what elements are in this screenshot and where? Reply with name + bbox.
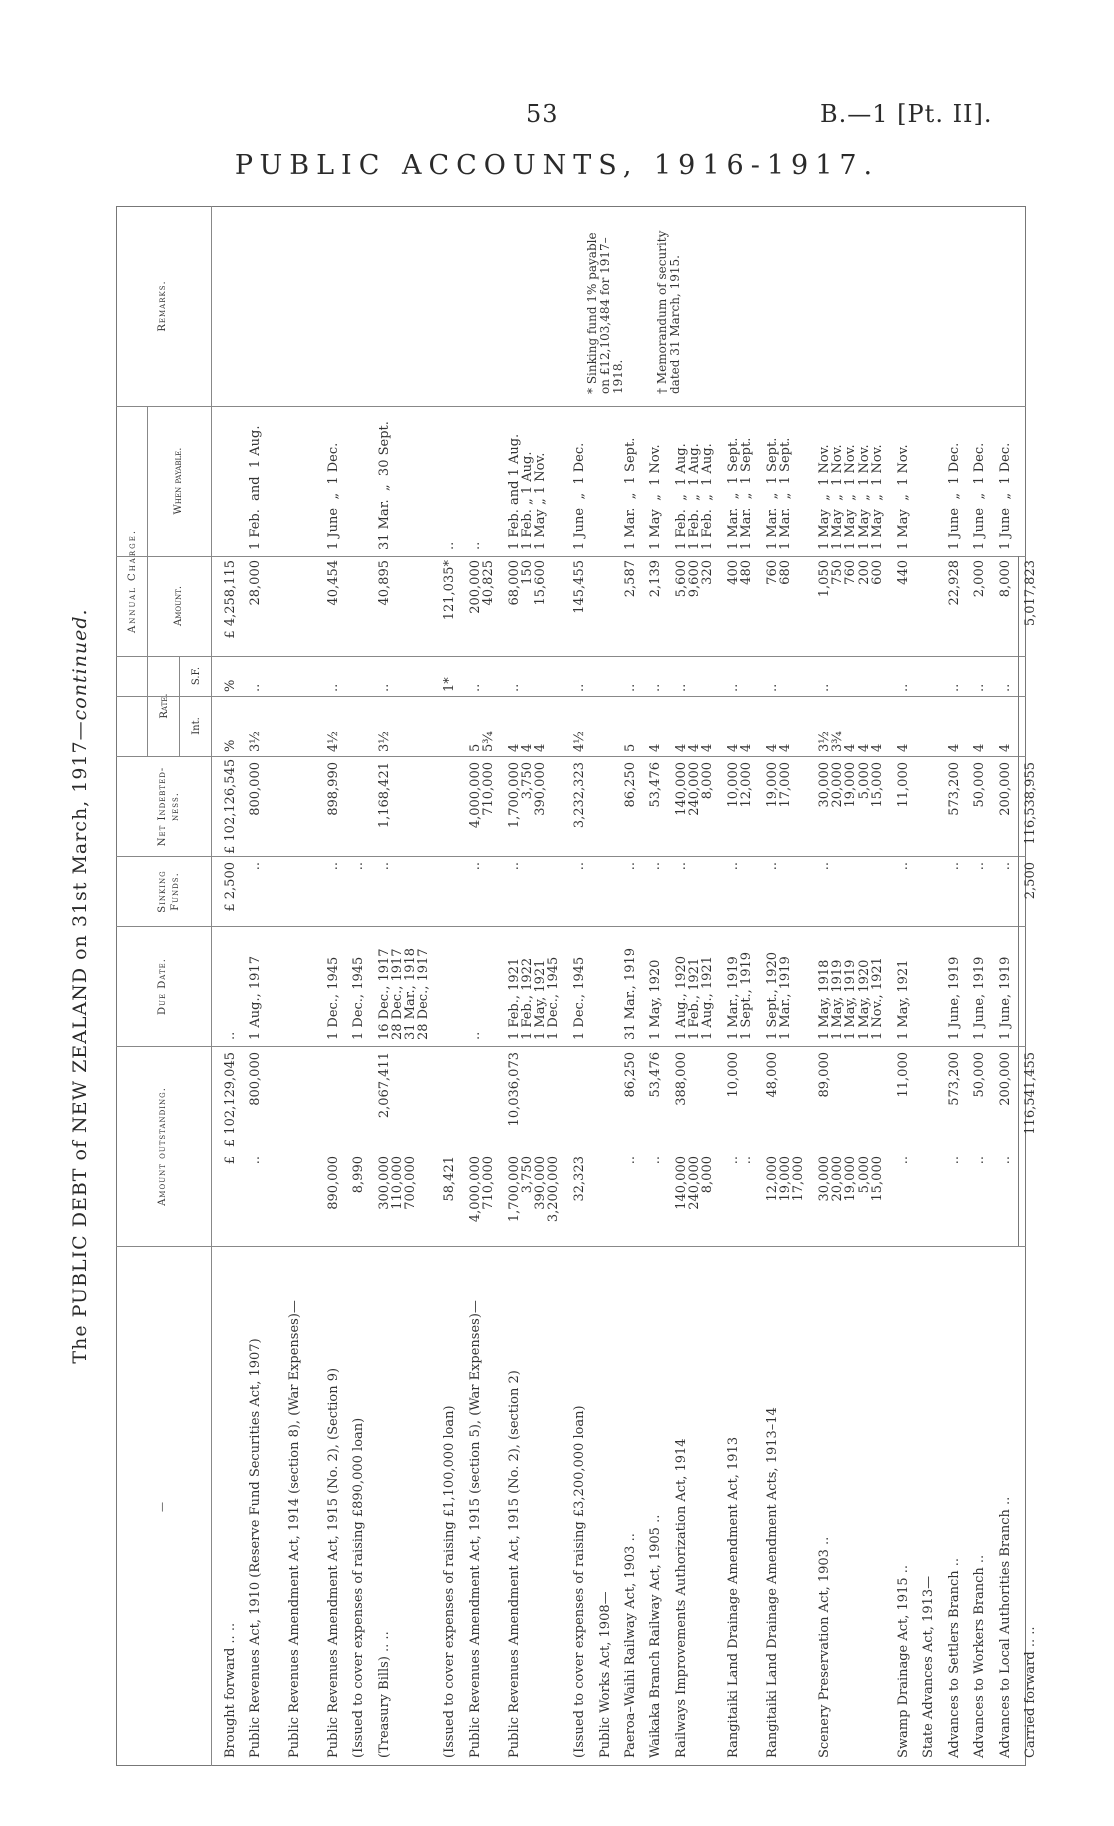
header-rate: Rate. [148,656,180,756]
cell-amt1: 12,000 19,000 17,000 [764,1156,807,1202]
cell-when: 1 Feb. and 1 Aug. 1 Feb. „ 1 Aug. 1 May „ 1 Nov. [506,433,548,550]
cell-charge: 40,454 [326,560,341,606]
cell-desc: Rangitaiki Land Drainage Amendment Acts, 1913–14 [764,1407,780,1758]
cell-charge: 440 [896,560,911,585]
cell-desc: Waikaka Branch Railway Act, 1905 .. [648,1514,664,1758]
cell-sf: .. [248,683,264,692]
cell-when: 1 May „ 1 Nov. [896,444,911,550]
cell-sf: 1* [442,677,458,692]
page-number: 53 [526,100,559,128]
cell-charge: £ 4,258,115 [223,560,238,639]
cell-net: 1,700,000 3,750 390,000 [506,762,548,829]
cell-sink: .. [376,862,392,871]
cell-when: 1 June „ 1 Dec. [972,442,988,550]
cell-due: 1 May, 1921 [896,959,911,1040]
cell-sf: .. [326,683,341,692]
cell-due: 1 May, 1918 1 May, 1919 1 May, 1919 1 May, 1920 1 Nov., 1921 [817,957,885,1040]
cell-amt1: .. [946,1156,962,1165]
cell-int: 3½ [248,731,264,752]
cell-sf: .. [764,683,780,692]
cell-charge: 121,035* [442,560,458,621]
cell-when: 1 May „ 1 Nov. 1 May „ 1 Nov. 1 May „ 1 Nov. 1 May „ 1 Nov. 1 May „ 1 Nov. [817,444,885,550]
cell-when: .. [467,541,483,550]
cell-amt2: 86,250 [623,1052,638,1098]
cell-int: 4 4 [764,743,793,752]
cell-sink: .. [673,862,689,871]
cell-when: 1 June „ 1 Dec. [946,442,962,550]
cell-net: 140,000 240,000 8,000 [673,762,716,816]
cell-desc: Advances to Settlers Branch .. [946,1558,962,1758]
cell-int: 4 [972,743,988,752]
cell-sink: .. [623,862,638,871]
remark-sinking-fund: * Sinking fund 1% payable on £12,103,484 for 1917–1918. [585,232,626,394]
cell-int: % [223,739,238,752]
cell-charge: 2,587 [623,560,638,598]
cell-amt2: 10,036,073 [506,1052,522,1127]
cell-amt1: 30,000 20,000 19,000 5,000 15,000 [817,1156,885,1202]
cell-sink: .. [764,862,780,871]
public-debt-table [69,206,1038,1766]
cell-sink: £ 2,500 [223,862,238,912]
cell-sf: .. [506,683,522,692]
cell-sf: .. [972,683,988,692]
cell-int: 4 [896,743,911,752]
cell-amt1: .. [648,1156,664,1165]
cell-sf: .. [572,683,588,692]
cell-desc: (Issued to cover expenses of raising £890,000 loan) [351,1417,367,1758]
cell-amt2: 50,000 [972,1052,988,1098]
cell-sf: .. [648,683,664,692]
cell-net: 3,232,323 [572,762,588,829]
cell-amt2: 573,200 [946,1052,962,1106]
cell-amt1: .. [972,1156,988,1165]
cell-sf: .. [817,683,832,692]
cell-when: 1 June „ 1 Dec. [572,442,588,550]
cell-due: 1 Aug., 1920 1 Feb., 1921 1 Aug., 1921 [673,956,716,1040]
cell-desc: Paeroa–Waihi Railway Act, 1903 .. [623,1533,638,1758]
cell-due: 1 June, 1919 [972,956,988,1040]
cell-net: 30,000 20,000 19,000 5,000 15,000 [817,762,885,808]
cell-net: 53,476 [648,762,664,808]
cell-sink: .. [946,862,962,871]
cell-int: 3½ [376,731,392,752]
cell-charge: 400 480 [726,560,755,585]
cell-net: 800,000 [248,762,264,816]
header-net-indebtedness: Net Indebted- ness. [116,757,212,856]
cell-when: 1 Mar. „ 1 Sept. 1 Mar. „ 1 Sept. [726,437,755,550]
cell-when: 1 Mar. „ 1 Sept. [623,437,638,550]
cell-int: 5 [623,743,638,752]
cell-due: .. [467,1031,483,1040]
cell-sink: .. [506,862,522,871]
cell-sf: .. [726,683,741,692]
cell-amt1: 58,421 [442,1156,458,1202]
cell-desc: Public Revenues Amendment Act, 1915 (section 5), (War Expenses)— [467,1300,483,1758]
cell-net: 573,200 [946,762,962,816]
cell-amt1: 4,000,000 710,000 [467,1156,496,1223]
cell-net: 1,168,421 [376,762,392,829]
cell-sink: .. [997,862,1013,871]
cell-due: 1 Dec., 1945 [351,956,367,1040]
cell-amt2: 200,000 [997,1052,1013,1106]
cell-desc: Rangitaiki Land Drainage Amendment Act, 1913 [726,1436,741,1758]
cell-net: 898,990 [326,762,341,816]
cell-charge: 200,000 40,825 [467,560,496,614]
cell-due: 1 Dec., 1945 [572,956,588,1040]
cell-amt1: 32,323 [572,1156,588,1202]
cell-sf: .. [997,683,1013,692]
cell-net: 4,000,000 710,000 [467,762,496,829]
cell-amt2: 800,000 [248,1052,264,1106]
cell-amt1: £ [223,1156,238,1165]
cell-due: 1 Feb., 1921 1 Feb., 1922 1 May, 1921 1 Dec., 1945 [506,956,562,1040]
cell-desc: Public Revenues Amendment Act, 1915 (No. 2), (Section 9) [326,1367,341,1758]
cell-int: 4 4 4 [673,743,716,752]
cell-desc: Advances to Workers Branch .. [972,1554,988,1758]
cell-due: 1 June, 1919 [997,956,1013,1040]
cell-amt2: 48,000 [764,1052,780,1098]
cell-net: 10,000 12,000 [726,762,755,808]
cell-desc: Public Revenues Amendment Act, 1914 (section 8), (War Expenses)— [287,1300,303,1758]
cell-net: 200,000 [997,762,1013,816]
cell-amt1: .. .. [726,1156,755,1165]
cell-amt1: .. [896,1156,911,1165]
cell-net: 116,538,955 [1023,762,1038,845]
cell-sink: .. [248,862,264,871]
cell-sf: .. [673,683,689,692]
cell-net: £ 102,126,545 [223,758,238,854]
cell-sf: .. [896,683,911,692]
cell-int: 3½ 3¾ 4 4 4 [817,731,885,752]
cell-amt2: 388,000 [673,1052,689,1106]
cell-amt1: .. [248,1156,264,1165]
cell-sink: .. [326,862,341,871]
cell-due: 1 Mar., 1919 1 Sept., 1919 [726,951,755,1040]
cell-net: 19,000 17,000 [764,762,793,808]
cell-due: 1 May, 1920 [648,959,664,1040]
cell-int: 4 [997,743,1013,752]
cell-sink: .. [972,862,988,871]
cell-sink: .. [896,862,911,871]
cell-amt1: 140,000 240,000 8,000 [673,1156,716,1210]
col-remarks [116,206,1026,406]
cell-net: 50,000 [972,762,988,808]
cell-when: 1 Feb. „ 1 Aug. 1 Feb. „ 1 Aug. 1 Feb. „ 1 Aug. [673,443,716,550]
cell-sf: .. [946,683,962,692]
cell-amt1: 890,000 [326,1156,341,1210]
cell-due: 1 June, 1919 [946,956,962,1040]
cell-sf: .. [623,683,638,692]
cell-sink: .. [726,862,741,871]
cell-due: 31 Mar., 1919 [623,947,638,1040]
cell-int: 4½ [572,731,588,752]
cell-charge: 8,000 [997,560,1013,598]
cell-when: 1 May „ 1 Nov. [648,444,664,550]
cell-desc: Carried forward .. .. [1023,1626,1038,1758]
cell-charge: 2,000 [972,560,988,598]
header-annual-charge: Annual Charge. [116,406,148,756]
cell-desc: Scenery Preservation Act, 1903 .. [817,1536,832,1758]
cell-charge: 68,000 150 15,600 [506,560,548,606]
remark-memorandum: † Memorandum of security dated 31 March, 1915. [655,230,683,394]
cell-charge: 1,050 750 760 200 600 [817,560,885,598]
header-rate-int: Int. [180,696,212,756]
cell-int: 4½ [326,731,341,752]
cell-charge: 2,139 [648,560,664,598]
cell-charge: 40,895 [376,560,392,606]
cell-desc: Advances to Local Authorities Branch .. [997,1496,1013,1758]
cell-desc: (Issued to cover expenses of raising £3,200,000 loan) [572,1405,588,1758]
cell-desc: (Issued to cover expenses of raising £1,100,000 loan) [442,1405,458,1758]
cell-net: 11,000 [896,762,911,808]
header-due-date: Due Date. [116,927,212,1046]
cell-amt1: 300,000 110,000 700,000 [376,1156,419,1210]
cell-sink: 2,500 [1023,862,1038,900]
cell-net: 86,250 [623,762,638,808]
cell-amt2: 116,541,455 [1023,1052,1038,1135]
cell-int: 4 4 [726,743,755,752]
table-caption-text: The PUBLIC DEBT of NEW ZEALAND on 31st March, 1917— [69,720,91,1364]
header-rate-sf: S.F. [180,656,212,696]
cell-desc: (Treasury Bills) .. .. [376,1631,392,1758]
cell-desc: Railways Improvements Authorization Act, 1914 [673,1438,689,1758]
cell-due: 1 Aug., 1917 [248,956,264,1040]
cell-charge: 760 680 [764,560,793,585]
cell-sf: % [223,679,238,692]
cell-amt1: .. [623,1156,638,1165]
cell-amt1: 1,700,000 3,750 390,000 3,200,000 [506,1156,562,1223]
cell-charge: 28,000 [248,560,264,606]
cell-charge: 22,928 [946,560,962,606]
cell-int: 4 [648,743,664,752]
cell-due: 16 Dec., 1917 28 Dec., 1917 31 Mar., 1918 28 Dec., 1917 [376,947,432,1040]
cell-sink: .. [648,862,664,871]
cell-amt1: 8,990 [351,1156,367,1194]
cell-when: 1 June „ 1 Dec. [326,442,341,550]
cell-sink: .. [351,862,367,871]
cell-due: .. [223,1031,238,1040]
header-remarks: Remarks. [116,206,212,406]
cell-amt2: 10,000 [726,1052,741,1098]
cell-amt1: .. [997,1156,1013,1165]
cell-amt2: 89,000 [817,1052,832,1098]
cell-int: 5 5¾ [467,731,496,752]
cell-sink: .. [467,862,483,871]
cell-due: 1 Dec., 1945 [326,956,341,1040]
page-title: PUBLIC ACCOUNTS, 1916-1917. [234,150,880,181]
cell-desc: State Advances Act, 1913— [921,1575,937,1758]
cell-when: 1 June „ 1 Dec. [997,442,1013,550]
header-description: — [116,1247,212,1766]
cell-sf: .. [467,683,483,692]
cell-sink: .. [817,862,832,871]
cell-desc: Brought forward .. .. [223,1622,238,1758]
cell-due: 1 Sept., 1920 1 Mar., 1919 [764,951,793,1040]
cell-when: 1 Feb. and 1 Aug. [248,425,264,550]
document-reference: B.—1 [Pt. II]. [820,100,993,128]
header-amount-outstanding: Amount outstanding. [116,1047,212,1246]
cell-int: 4 4 4 [506,743,548,752]
cell-amt2: 11,000 [896,1052,911,1098]
cell-desc: Public Revenues Amendment Act, 1915 (No. 2), (section 2) [506,1370,522,1758]
table-caption-suffix: continued. [69,608,91,721]
cell-desc: Public Works Act, 1908— [597,1591,613,1758]
header-sinking-funds: Sinking Funds. [116,857,212,926]
table-caption [69,206,91,1766]
total-rule [1018,556,1019,1246]
cell-amt2: 2,067,411 [376,1052,392,1119]
cell-int: 4 [946,743,962,752]
cell-amt2: 53,476 [648,1052,664,1098]
cell-sink: .. [572,862,588,871]
cell-charge: 5,017,823 [1023,560,1038,627]
cell-amt2: £ 102,129,045 [223,1052,238,1148]
cell-desc: Swamp Drainage Act, 1915 .. [896,1564,911,1758]
cell-sf: .. [376,683,392,692]
cell-when: .. [442,541,458,550]
header-charge-amount: Amount. [148,556,212,656]
cell-when: 31 Mar. „ 30 Sept. [376,421,392,550]
cell-charge: 145,455 [572,560,588,614]
cell-charge: 5,600 9,600 320 [673,560,716,598]
cell-when: 1 Mar. „ 1 Sept. 1 Mar. „ 1 Sept. [764,437,793,550]
cell-desc: Public Revenues Act, 1910 (Reserve Fund Securities Act, 1907) [248,1338,264,1758]
header-when-payable: When payable. [148,406,212,556]
